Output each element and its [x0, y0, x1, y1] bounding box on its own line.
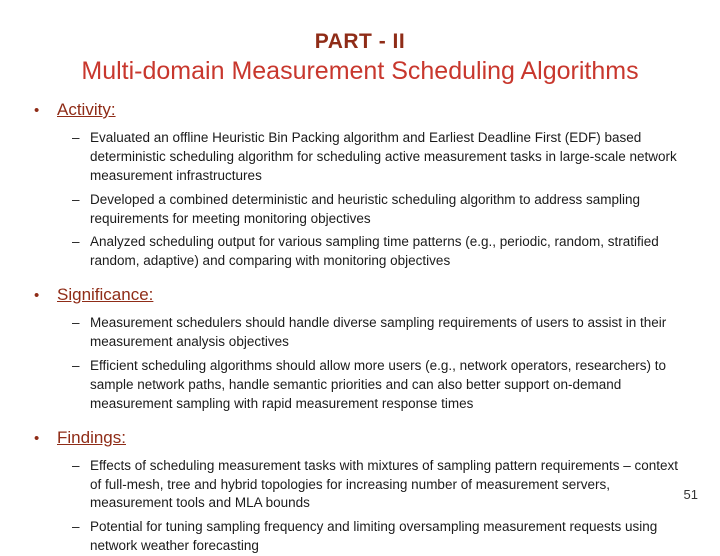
section-heading: Significance:: [57, 285, 154, 305]
dash-icon: –: [72, 191, 80, 207]
list-item-text: Measurement schedulers should handle diverse sampling requirements of users to assist in their measurement analysis objectives: [90, 315, 667, 350]
bullet-icon: •: [34, 102, 40, 119]
dash-icon: –: [72, 358, 80, 374]
section-findings: [0, 428, 720, 556]
list-item: [0, 357, 720, 414]
slide-subtitle: Multi-domain Measurement Scheduling Algorithms: [81, 57, 639, 85]
section-heading: Findings:: [57, 427, 126, 447]
list-item: [0, 518, 720, 556]
section-heading-row: [0, 428, 720, 448]
dash-icon: –: [72, 519, 80, 535]
dash-icon: –: [72, 234, 80, 250]
list-item: [0, 129, 720, 186]
page-number: 51: [683, 487, 698, 502]
list-item-text: Effects of scheduling measurement tasks with mixtures of sampling pattern requirements – context of full-mesh, tree and hybrid topologies for increasing number of measurement servers, measurement tools and MLA bounds: [90, 457, 679, 511]
section-significance: [0, 285, 720, 413]
slide-title: PART - II: [314, 30, 406, 53]
bullet-icon: •: [34, 287, 40, 305]
section-heading-row: [0, 285, 720, 305]
bullet-icon: •: [34, 429, 40, 447]
list-item-text: Analyzed scheduling output for various sampling time patterns (e.g., periodic, random, stratified random, adaptive) and comparing with monitoring objectives: [90, 234, 659, 269]
dash-icon: –: [72, 315, 80, 331]
list-item: [0, 233, 720, 271]
slide-content: [0, 100, 720, 556]
list-item-text: Developed a combined deterministic and heuristic scheduling algorithm to address sampling requirements for meeting monitoring objectives: [90, 191, 641, 226]
list-item-text: Efficient scheduling algorithms should allow more users (e.g., network operators, researchers) to sample network paths, handle semantic priorities and can also better support on-demand measurement sampling with rapid measurement response times: [90, 358, 667, 411]
section-heading-row: [0, 100, 720, 120]
list-item-text: Potential for tuning sampling frequency and limiting oversampling measurement requests using network weather forecasting: [90, 519, 658, 554]
dash-icon: –: [72, 457, 80, 473]
list-item: [0, 314, 720, 352]
section-heading: Activity:: [57, 100, 116, 119]
list-item: [0, 191, 720, 229]
list-item: [0, 457, 720, 514]
dash-icon: –: [72, 130, 80, 145]
list-item-text: Evaluated an offline Heuristic Bin Packing algorithm and Earliest Deadline First (EDF) based deterministic scheduling algorithm for scheduling active measurement tasks in large-scale network measurement infrastructures: [90, 130, 677, 183]
section-activity: [0, 100, 720, 271]
